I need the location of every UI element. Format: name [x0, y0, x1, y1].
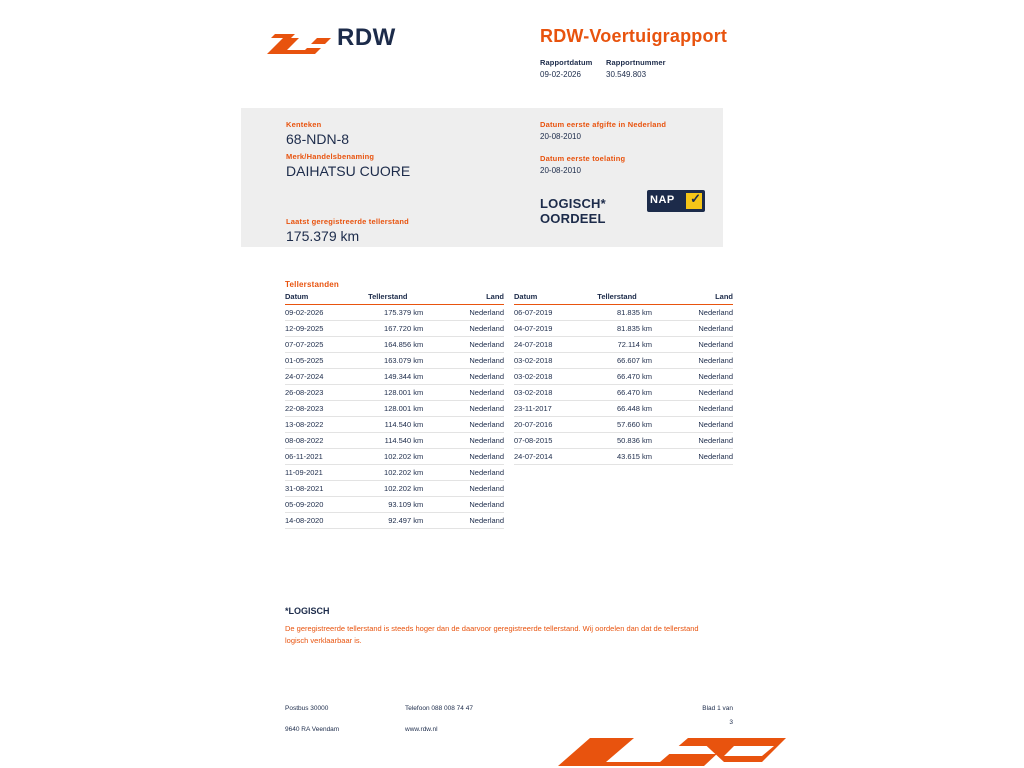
cell-odometer: 163.079 km: [350, 353, 445, 369]
report-number-label: Rapportnummer: [606, 58, 666, 67]
cell-odometer: 66.470 km: [579, 385, 674, 401]
cell-date: 07-08-2015: [514, 433, 579, 449]
column-header-date: Datum: [514, 292, 579, 305]
note-body: De geregistreerde tellerstand is steeds hoger dan de daarvoor geregistreerde tellerstand. Wij oordelen dan dat de tellerstand logisch verklaarbaar is.: [285, 624, 699, 645]
table-row: [514, 369, 733, 385]
cell-country: Nederland: [445, 465, 504, 481]
cell-odometer: 164.856 km: [350, 337, 445, 353]
column-header-date: Datum: [285, 292, 350, 305]
cell-country: Nederland: [445, 513, 504, 529]
last-odometer-label: Laatst geregistreerde tellerstand: [286, 217, 409, 226]
table-row: [285, 369, 504, 385]
cell-date: 12-09-2025: [285, 321, 350, 337]
report-date-block: [540, 58, 606, 79]
footer-contact: [405, 702, 473, 737]
odometer-section-title: Tellerstanden: [285, 280, 340, 289]
cell-odometer: 57.660 km: [579, 417, 674, 433]
footer-page-number: Blad 1 van 3: [702, 705, 733, 726]
cell-date: 22-08-2023: [285, 401, 350, 417]
column-header-country: Land: [445, 292, 504, 305]
verdict-line-2: OORDEEL: [540, 211, 606, 226]
licence-plate-value: 68-NDN-8: [286, 131, 350, 147]
table-row: [514, 385, 733, 401]
cell-odometer: 114.540 km: [350, 417, 445, 433]
cell-odometer: 81.835 km: [579, 321, 674, 337]
table-row: [285, 401, 504, 417]
cell-odometer: 92.497 km: [350, 513, 445, 529]
table-header-row: [514, 292, 733, 305]
table-row: [514, 337, 733, 353]
make-model-value: DAIHATSU CUORE: [286, 163, 411, 179]
check-icon: ✓: [690, 191, 701, 206]
cell-country: Nederland: [674, 353, 733, 369]
cell-country: Nederland: [445, 321, 504, 337]
cell-odometer: 114.540 km: [350, 433, 445, 449]
cell-country: Nederland: [445, 385, 504, 401]
cell-odometer: 72.114 km: [579, 337, 674, 353]
cell-date: 03-02-2018: [514, 385, 579, 401]
cell-country: Nederland: [674, 449, 733, 465]
cell-country: Nederland: [445, 401, 504, 417]
note-title: *LOGISCH: [285, 606, 330, 616]
cell-date: 05-09-2020: [285, 497, 350, 513]
table-row: [514, 401, 733, 417]
table-row: [514, 449, 733, 465]
footer-phone: Telefoon 088 008 74 47: [405, 705, 473, 712]
table-row: [285, 385, 504, 401]
cell-odometer: 93.109 km: [350, 497, 445, 513]
cell-country: Nederland: [445, 417, 504, 433]
cell-date: 08-08-2022: [285, 433, 350, 449]
cell-date: 14-08-2020: [285, 513, 350, 529]
cell-date: 06-07-2019: [514, 305, 579, 321]
cell-date: 11-09-2021: [285, 465, 350, 481]
verdict-text: [540, 196, 606, 226]
cell-country: Nederland: [445, 433, 504, 449]
cell-odometer: 102.202 km: [350, 465, 445, 481]
table-row: [285, 449, 504, 465]
odometer-table-right: [514, 292, 733, 465]
cell-odometer: 66.607 km: [579, 353, 674, 369]
cell-date: 06-11-2021: [285, 449, 350, 465]
cell-date: 24-07-2014: [514, 449, 579, 465]
report-meta: [540, 58, 666, 79]
table-row: [285, 433, 504, 449]
cell-country: Nederland: [445, 337, 504, 353]
column-header-country: Land: [674, 292, 733, 305]
vehicle-summary-panel: [241, 108, 723, 247]
cell-date: 24-07-2024: [285, 369, 350, 385]
cell-odometer: 149.344 km: [350, 369, 445, 385]
rdw-logo-icon: [265, 32, 333, 60]
cell-country: Nederland: [674, 385, 733, 401]
cell-odometer: 66.470 km: [579, 369, 674, 385]
cell-country: Nederland: [674, 321, 733, 337]
report-date-label: Rapportdatum: [540, 58, 593, 67]
table-row: [514, 305, 733, 321]
table-row: [285, 337, 504, 353]
cell-country: Nederland: [445, 369, 504, 385]
cell-odometer: 167.720 km: [350, 321, 445, 337]
nap-badge: [647, 190, 705, 212]
cell-odometer: 175.379 km: [350, 305, 445, 321]
cell-country: Nederland: [674, 369, 733, 385]
cell-odometer: 43.615 km: [579, 449, 674, 465]
licence-plate-label: Kenteken: [286, 120, 322, 129]
table-row: [514, 433, 733, 449]
footer-address-line-1: Postbus 30000: [285, 705, 329, 712]
verdict-line-1: LOGISCH*: [540, 196, 606, 211]
cell-country: Nederland: [674, 305, 733, 321]
cell-date: 20-07-2016: [514, 417, 579, 433]
cell-odometer: 102.202 km: [350, 449, 445, 465]
cell-odometer: 128.001 km: [350, 385, 445, 401]
column-header-odometer: Tellerstand: [350, 292, 445, 305]
footer-website[interactable]: www.rdw.nl: [405, 726, 438, 733]
table-row: [285, 481, 504, 497]
cell-odometer: 66.448 km: [579, 401, 674, 417]
report-title: RDW-Voertuigrapport: [540, 26, 728, 46]
cell-date: 03-02-2018: [514, 353, 579, 369]
cell-date: 31-08-2021: [285, 481, 350, 497]
cell-country: Nederland: [445, 449, 504, 465]
cell-country: Nederland: [674, 433, 733, 449]
first-registration-nl-label: Datum eerste afgifte in Nederland: [540, 120, 667, 129]
cell-country: Nederland: [445, 305, 504, 321]
last-odometer-value: 175.379 km: [286, 228, 360, 244]
report-number-block: [606, 58, 666, 79]
cell-date: 13-08-2022: [285, 417, 350, 433]
table-row: [514, 353, 733, 369]
make-model-label: Merk/Handelsbenaming: [286, 152, 375, 161]
first-admission-value: 20-08-2010: [540, 166, 581, 175]
table-header-row: [285, 292, 504, 305]
table-row: [285, 321, 504, 337]
footer-decoration-icon: [548, 736, 788, 768]
cell-country: Nederland: [674, 417, 733, 433]
cell-country: Nederland: [445, 481, 504, 497]
cell-odometer: 50.836 km: [579, 433, 674, 449]
rdw-logo: [265, 24, 395, 64]
report-number-value: 30.549.803: [606, 70, 647, 79]
column-header-odometer: Tellerstand: [579, 292, 674, 305]
first-registration-nl-value: 20-08-2010: [540, 132, 581, 141]
report-date-value: 09-02-2026: [540, 70, 581, 79]
odometer-table-left: [285, 292, 504, 529]
cell-date: 23-11-2017: [514, 401, 579, 417]
cell-country: Nederland: [445, 353, 504, 369]
first-admission-label: Datum eerste toelating: [540, 154, 626, 163]
cell-date: 04-07-2019: [514, 321, 579, 337]
table-row: [285, 465, 504, 481]
table-row: [514, 321, 733, 337]
table-row: [514, 417, 733, 433]
cell-date: 07-07-2025: [285, 337, 350, 353]
cell-odometer: 128.001 km: [350, 401, 445, 417]
cell-date: 09-02-2026: [285, 305, 350, 321]
cell-odometer: 81.835 km: [579, 305, 674, 321]
cell-country: Nederland: [445, 497, 504, 513]
nap-badge-label: NAP: [650, 194, 675, 206]
table-row: [285, 353, 504, 369]
table-row: [285, 513, 504, 529]
table-row: [285, 417, 504, 433]
cell-date: 03-02-2018: [514, 369, 579, 385]
cell-date: 01-05-2025: [285, 353, 350, 369]
table-row: [285, 497, 504, 513]
rdw-logo-text: RDW: [337, 24, 396, 51]
cell-country: Nederland: [674, 337, 733, 353]
footer-address-line-2: 9640 RA Veendam: [285, 726, 340, 733]
cell-country: Nederland: [674, 401, 733, 417]
cell-date: 26-08-2023: [285, 385, 350, 401]
table-row: [285, 305, 504, 321]
footer-address: [285, 702, 339, 737]
cell-date: 24-07-2018: [514, 337, 579, 353]
cell-odometer: 102.202 km: [350, 481, 445, 497]
